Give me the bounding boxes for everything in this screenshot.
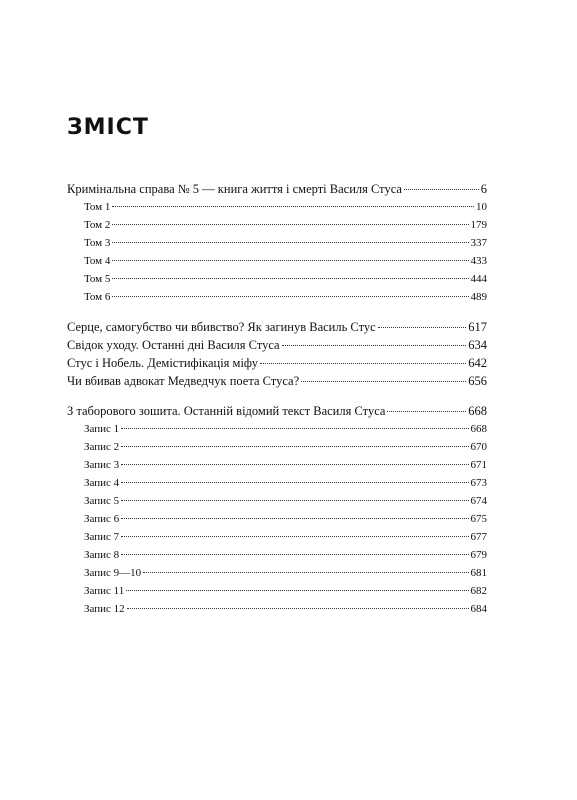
toc-entry-title: З таборового зошита. Останній відомий текст Василя Стуса [67,404,386,418]
toc-subentry-title: Запис 11 [84,585,125,597]
dot-leader [112,277,468,279]
toc-subentry[interactable] [67,564,487,582]
toc-subentry-title: Том 5 [84,273,111,285]
toc-subentry-page: 444 [470,273,487,285]
toc-subentry[interactable] [67,216,487,234]
dot-leader [121,499,468,501]
dot-leader [143,571,468,573]
dot-leader [404,188,479,190]
dot-leader [112,295,468,297]
toc-subentry-page: 684 [470,603,487,615]
toc-subentry-page: 489 [470,291,487,303]
toc-entry-page: 642 [468,356,487,370]
toc-subentry-page: 675 [470,513,487,525]
toc-subentry-page: 674 [470,495,487,507]
toc-entry-page: 668 [468,404,487,418]
toc-subentry-title: Запис 7 [84,531,120,543]
toc-entry[interactable] [67,354,487,372]
toc-subentry[interactable] [67,234,487,252]
toc-entry-title: Чи вбивав адвокат Медведчук поета Стуса? [67,374,300,388]
dot-leader [378,326,467,328]
toc-subentry[interactable] [67,492,487,510]
toc-subentry[interactable] [67,546,487,564]
toc-subentry-title: Запис 12 [84,603,125,615]
toc-subentry[interactable] [67,600,487,618]
toc-subentry[interactable] [67,252,487,270]
toc-subentry[interactable] [67,420,487,438]
toc-subentry-title: Запис 5 [84,495,120,507]
toc-subentry-title: Запис 9—10 [84,567,142,579]
toc-subentry[interactable] [67,288,487,306]
toc-entry-page: 6 [480,182,487,196]
toc-subentry-title: Запис 1 [84,423,120,435]
dot-leader [260,362,466,364]
toc-entry[interactable] [67,318,487,336]
toc-subentry-page: 677 [470,531,487,543]
toc-subentry-page: 671 [470,459,487,471]
toc-subentry-page: 679 [470,549,487,561]
dot-leader [121,535,468,537]
toc-subentry-title: Том 4 [84,255,111,267]
dot-leader [301,380,466,382]
toc-entry-title: Кримінальна справа № 5 — книга життя і смерті Василя Стуса [67,182,402,196]
toc-subentry-page: 673 [470,477,487,489]
dot-leader [121,463,468,465]
toc-subentry-page: 179 [470,219,487,231]
toc-subentry[interactable] [67,510,487,528]
toc-subentry-page: 668 [470,423,487,435]
toc-subentry[interactable] [67,456,487,474]
toc-subentry-page: 433 [470,255,487,267]
dot-leader [121,517,468,519]
table-of-contents [67,180,487,618]
page-title: ЗМІСТ [67,115,149,140]
toc-entry-title: Стус і Нобель. Демістифікація міфу [67,356,258,370]
toc-entry[interactable] [67,180,487,198]
toc-subentry-title: Запис 6 [84,513,120,525]
toc-entry[interactable] [67,402,487,420]
dot-leader [112,205,474,207]
toc-subentry[interactable] [67,438,487,456]
toc-entry-title: Серце, самогубство чи вбивство? Як загинув Василь Стус [67,320,376,334]
toc-subentry[interactable] [67,474,487,492]
toc-subentry[interactable] [67,528,487,546]
toc-subentry-page: 10 [476,201,487,213]
toc-subentry-title: Запис 3 [84,459,120,471]
toc-subentry-title: Том 3 [84,237,111,249]
toc-subentry-page: 682 [470,585,487,597]
toc-subentry[interactable] [67,270,487,288]
toc-subentry-title: Том 2 [84,219,111,231]
dot-leader [121,445,468,447]
toc-entry[interactable] [67,336,487,354]
toc-entry-page: 617 [468,320,487,334]
dot-leader [121,553,468,555]
toc-subentry-title: Запис 8 [84,549,120,561]
toc-entry[interactable] [67,372,487,390]
dot-leader [127,607,469,609]
dot-leader [112,259,468,261]
dot-leader [126,589,468,591]
toc-subentry[interactable] [67,582,487,600]
dot-leader [112,223,468,225]
dot-leader [112,241,468,243]
toc-subentry-page: 670 [470,441,487,453]
dot-leader [121,427,468,429]
toc-subentry-title: Запис 2 [84,441,120,453]
toc-entry-page: 634 [468,338,487,352]
toc-subentry-title: Запис 4 [84,477,120,489]
toc-subentry-page: 681 [470,567,487,579]
dot-leader [121,481,468,483]
toc-entry-title: Свідок уходу. Останні дні Василя Стуса [67,338,280,352]
toc-subentry-title: Том 6 [84,291,111,303]
toc-subentry-title: Том 1 [84,201,111,213]
toc-subentry[interactable] [67,198,487,216]
dot-leader [282,344,467,346]
toc-subentry-page: 337 [470,237,487,249]
dot-leader [387,410,466,412]
toc-entry-page: 656 [468,374,487,388]
